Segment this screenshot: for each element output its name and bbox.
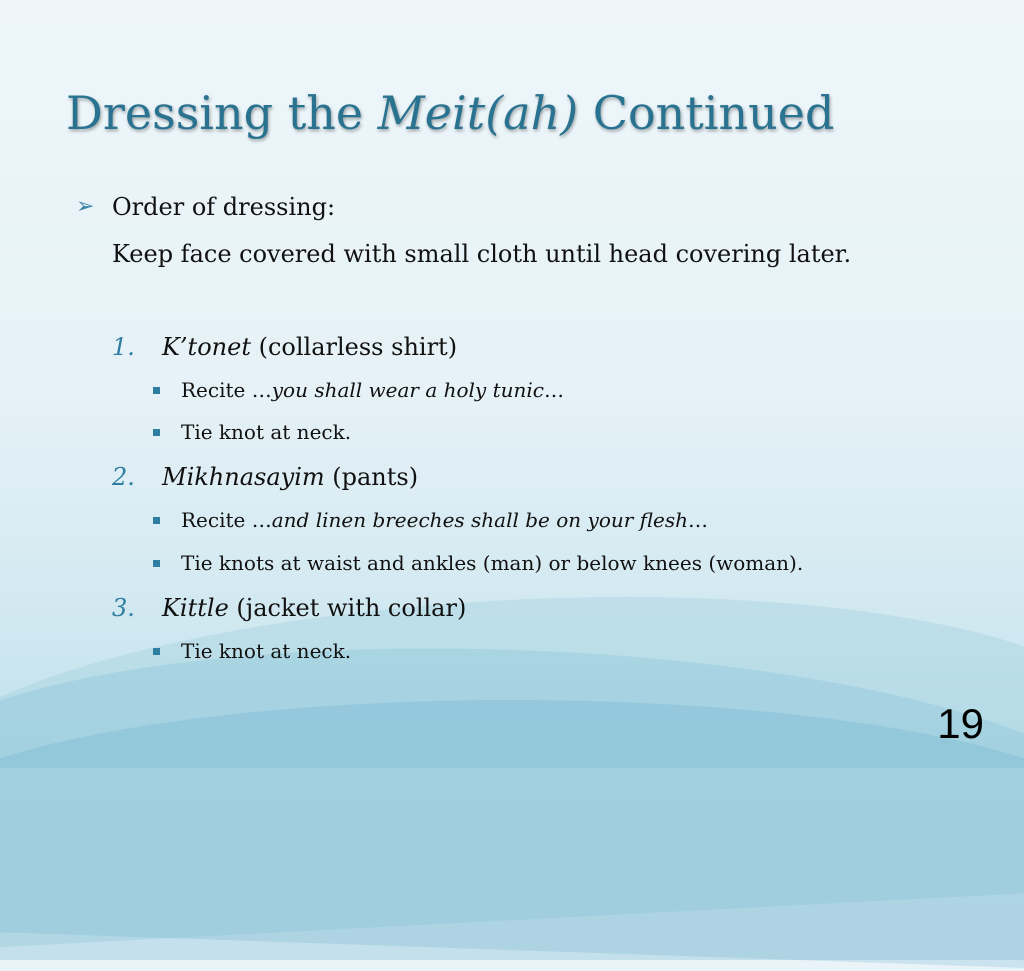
slide-title: [66, 86, 834, 140]
square-bullet-icon: [153, 517, 160, 524]
sub-item: Tie knot at neck.: [181, 420, 352, 444]
sub-item: Tie knot at neck.: [181, 639, 352, 663]
garment-name: Mikhnasayim: [162, 463, 325, 491]
page-number: 19: [937, 700, 984, 747]
sub-item: Tie knots at waist and ankles (man) or below knees (woman).: [181, 551, 804, 575]
garment-name: Kittle: [162, 594, 229, 622]
square-bullet-icon: [153, 387, 160, 394]
list-item: [162, 594, 466, 622]
list-item: [162, 333, 457, 361]
item-number: 3.: [112, 594, 135, 622]
title-text-end: Continued: [578, 86, 835, 140]
garment-description: (pants): [324, 463, 419, 491]
title-text: Dressing the: [66, 86, 378, 140]
background-wave: [0, 700, 1024, 960]
square-bullet-icon: [153, 429, 160, 436]
item-number: 2.: [112, 463, 135, 491]
garment-description: (jacket with collar): [228, 594, 467, 622]
square-bullet-icon: [153, 560, 160, 567]
title-emphasis: Meit(ah): [377, 86, 579, 140]
intro-heading: Order of dressing:: [112, 193, 336, 221]
intro-text: Keep face covered with small cloth until head covering later.: [112, 240, 852, 268]
list-item: [162, 463, 418, 491]
garment-description: (collarless shirt): [250, 333, 458, 361]
square-bullet-icon: [153, 648, 160, 655]
item-number: 1.: [112, 333, 135, 361]
arrow-bullet-icon: ➢: [76, 194, 95, 219]
garment-name: K’tonet: [162, 333, 251, 361]
sub-item: Recite …you shall wear a holy tunic…: [181, 378, 564, 402]
sub-item: Recite …and linen breeches shall be on your flesh…: [181, 508, 708, 532]
